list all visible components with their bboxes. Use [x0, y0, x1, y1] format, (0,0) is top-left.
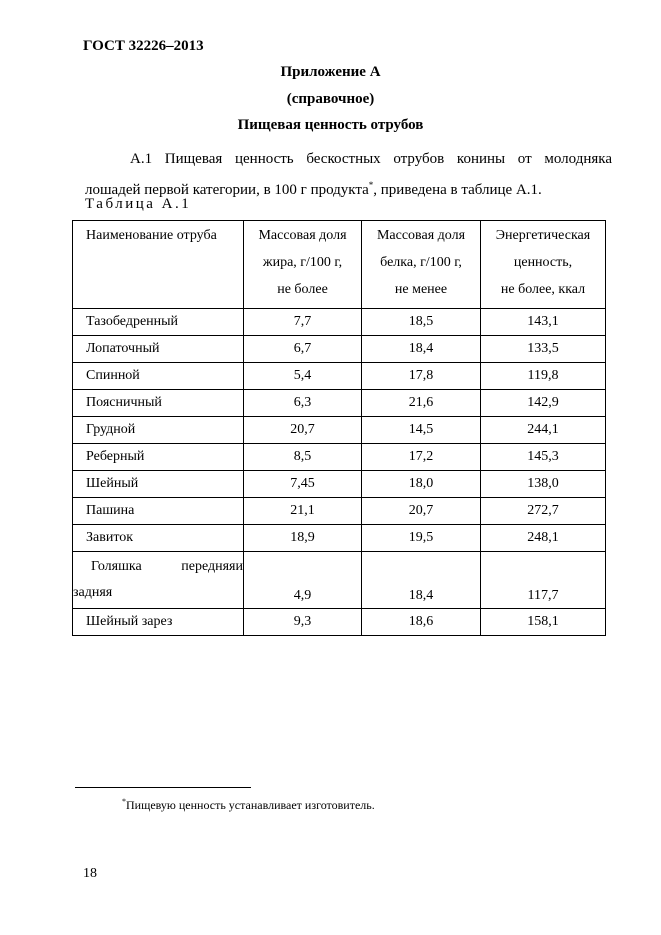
appendix-subtitle: (справочное)	[286, 91, 375, 107]
cell-protein: 14,5	[362, 417, 481, 444]
cell-fat: 7,7	[244, 309, 362, 336]
footnote-text: Пищевую ценность устанавливает изготовитель.	[126, 798, 375, 812]
cell-energy: 158,1	[481, 609, 606, 636]
cell-name: Тазобедренный	[73, 309, 244, 336]
header-protein-line-3: не менее	[394, 282, 448, 297]
cell-energy: 244,1	[481, 417, 606, 444]
table-row	[73, 390, 606, 417]
cell-name: Завиток	[73, 525, 244, 552]
cell-protein: 18,4	[362, 552, 481, 609]
cell-fat: 18,9	[244, 525, 362, 552]
cell-protein: 21,6	[362, 390, 481, 417]
nutrition-table	[72, 220, 606, 636]
table-row	[73, 336, 606, 363]
table-row	[73, 363, 606, 390]
paragraph-line-2-start: лошадей первой категории, в 100 г продукта	[85, 182, 369, 198]
appendix-heading: Пищевая ценность отрубов	[237, 117, 424, 133]
header-protein-line-2: белка, г/100 г,	[380, 255, 462, 270]
table-caption: Таблица А.1	[85, 196, 192, 212]
table-row	[73, 309, 606, 336]
header-energy-line-3: не более, ккал	[500, 282, 586, 297]
cell-fat: 8,5	[244, 444, 362, 471]
footnote-reference: *	[368, 180, 374, 190]
cell-protein: 19,5	[362, 525, 481, 552]
cell-protein: 18,4	[362, 336, 481, 363]
cell-fat: 20,7	[244, 417, 362, 444]
cell-energy: 117,7	[481, 552, 606, 609]
cell-name: Реберный	[73, 444, 244, 471]
cell-name: Шейный зарез	[73, 609, 244, 636]
header-energy	[481, 221, 606, 309]
paragraph-line-1: А.1 Пищевая ценность бескостных отрубов конины от молодняка	[130, 151, 612, 167]
table-row	[73, 444, 606, 471]
cell-energy: 142,9	[481, 390, 606, 417]
header-fat-line-1: Массовая доля	[258, 228, 347, 243]
table-row	[73, 609, 606, 636]
header-fat-line-2: жира, г/100 г,	[262, 255, 343, 270]
cell-fat: 21,1	[244, 498, 362, 525]
cell-energy: 143,1	[481, 309, 606, 336]
table-header-row	[73, 221, 606, 309]
cell-name: Пашина	[73, 498, 244, 525]
header-fat-line-3: не более	[277, 282, 328, 297]
header-energy-line-1: Энергетическая	[495, 228, 591, 243]
cell-name: Поясничный	[73, 390, 244, 417]
cell-protein: 17,8	[362, 363, 481, 390]
cell-protein: 17,2	[362, 444, 481, 471]
appendix-title: Приложение А	[280, 64, 381, 80]
cell-fat: 6,3	[244, 390, 362, 417]
cell-name: Шейный	[73, 471, 244, 498]
document-standard-number: ГОСТ 32226–2013	[83, 38, 204, 54]
cell-fat: 5,4	[244, 363, 362, 390]
footnote	[122, 797, 375, 813]
header-protein-line-1: Массовая доля	[376, 228, 466, 243]
cell-protein: 18,6	[362, 609, 481, 636]
cell-name: Спинной	[73, 363, 244, 390]
cell-name-line-2: задняя	[73, 585, 113, 600]
header-cut-name	[73, 221, 244, 309]
cell-energy: 133,5	[481, 336, 606, 363]
footnote-separator	[75, 787, 251, 788]
cell-fat: 6,7	[244, 336, 362, 363]
intro-paragraph	[85, 146, 612, 203]
table-row	[73, 525, 606, 552]
cell-protein: 18,5	[362, 309, 481, 336]
cell-fat: 7,45	[244, 471, 362, 498]
cell-name: Лопаточный	[73, 336, 244, 363]
cell-protein: 18,0	[362, 471, 481, 498]
cell-fat: 4,9	[244, 552, 362, 609]
paragraph-line-2-end: , приведена в таблице А.1.	[373, 182, 542, 198]
cell-energy: 248,1	[481, 525, 606, 552]
header-cut-name-text: Наименование отруба	[86, 228, 217, 243]
table-row	[73, 471, 606, 498]
cell-name	[73, 552, 244, 609]
page-number: 18	[83, 866, 97, 881]
footnote-mark: *	[122, 797, 126, 806]
cell-protein: 20,7	[362, 498, 481, 525]
cell-energy: 145,3	[481, 444, 606, 471]
cell-energy: 272,7	[481, 498, 606, 525]
header-protein	[362, 221, 481, 309]
header-energy-line-2: ценность,	[513, 255, 573, 270]
header-fat	[244, 221, 362, 309]
cell-name: Грудной	[73, 417, 244, 444]
cell-energy: 138,0	[481, 471, 606, 498]
table-row	[73, 552, 606, 609]
table-row	[73, 417, 606, 444]
cell-energy: 119,8	[481, 363, 606, 390]
table-row	[73, 498, 606, 525]
cell-fat: 9,3	[244, 609, 362, 636]
cell-name-line-1: Голяшка передняяи	[91, 559, 243, 574]
